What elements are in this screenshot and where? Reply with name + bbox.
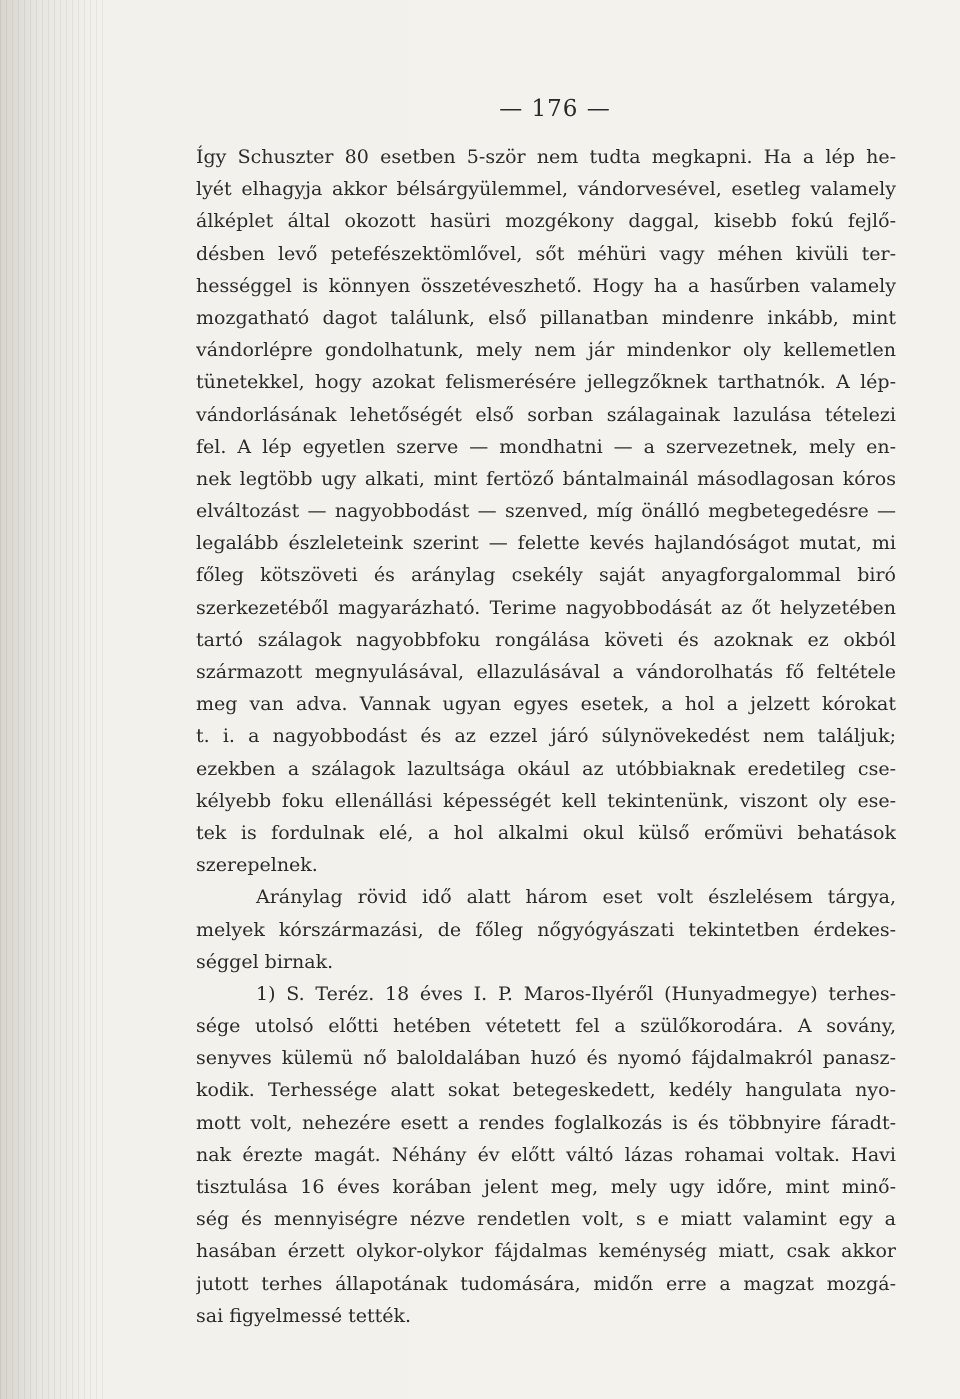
text-line: Így Schuszter 80 esetben 5-ször nem tudta megkapni. Ha a lép he-	[196, 146, 896, 168]
text-line: hasában érzett olykor-olykor fájdalmas keménység miatt, csak akkor	[196, 1240, 896, 1263]
text-line: kodik. Terhessége alatt sokat betegeskedett, kedély hangulata nyo-	[196, 1079, 896, 1102]
text-line: ezekben a szálagok lazultsága okául az utóbbiaknak eredetileg cse-	[196, 757, 896, 780]
text-line: Aránylag rövid idő alatt három eset volt észlelésem tárgya,	[256, 886, 896, 909]
body-text	[196, 141, 896, 1332]
text-line: származott megnyulásával, ellazulásával a vándorolhatás fő feltétele	[196, 661, 896, 683]
text-line: jutott terhes állapotának tudomására, midőn erre a magzat mozgá-	[196, 1272, 896, 1295]
text-line: mott volt, nehezére esett a rendes foglalkozás is és többnyire fáradt-	[196, 1111, 896, 1134]
text-line: melyek kórszármazási, de főleg nőgyógyászati tekintetben érdekes-	[196, 918, 896, 941]
page-number: — 176 —	[499, 96, 611, 122]
text-line: désben levő petefészektömlővel, sőt méhüri vagy méhen kivüli ter-	[196, 242, 896, 265]
text-line: lyét elhagyja akkor bélsárgyülemmel, vándorvesével, esetleg valamely	[196, 178, 896, 201]
text-line: senyves külemü nő baloldalában huzó és nyomó fájdalmakról panasz-	[196, 1047, 896, 1070]
text-line: tartó szálagok nagyobbfoku rongálása követi és azoknak ez okból	[196, 628, 896, 651]
text-line: ség és mennyiségre nézve rendetlen volt, s e miatt valamint egy a	[196, 1208, 896, 1231]
text-line: tisztulása 16 éves korában jelent meg, mely ugy időre, mint minő-	[196, 1176, 896, 1198]
text-line: t. i. a nagyobbodást és az ezzel járó súlynövekedést nem találjuk;	[196, 725, 896, 748]
book-binding-edge	[0, 0, 105, 1399]
text-line: nak érezte magát. Néhány év előtt váltó lázas rohamai voltak. Havi	[196, 1143, 896, 1166]
text-line: sai figyelmessé tették.	[196, 1304, 412, 1327]
text-line: fel. A lép egyetlen szerve — mondhatni — a szervezetnek, mely en-	[196, 435, 896, 458]
text-line: mozgatható dagot találunk, első pillanatban mindenre inkább, mint	[196, 306, 896, 329]
text-line: tünetekkel, hogy azokat felismerésére jellegzőknek tarthatnók. A lép-	[196, 371, 896, 394]
text-line: legalább észleleteink szerint — felette kevés hajlandóságot mutat, mi	[196, 532, 896, 555]
text-line: nek legtöbb ugy alkati, mint fertöző bántalmainál másodlagosan kóros	[196, 467, 896, 490]
text-line: szerepelnek.	[196, 854, 318, 877]
text-line: főleg kötszöveti és aránylag csekély saját anyagforgalommal biró	[196, 564, 896, 587]
text-line: álképlet által okozott hasüri mozgékony daggal, kisebb fokú fejlő-	[196, 210, 896, 233]
text-line: 1) S. Teréz. 18 éves I. P. Maros-Ilyéről (Hunyadmegye) terhes-	[256, 982, 896, 1005]
text-line: vándorlásának lehetőségét első sorban szálagainak lazulása tételezi	[196, 403, 896, 426]
text-line: szerkezetéből magyarázható. Terime nagyobbodását az őt helyzetében	[196, 596, 896, 619]
text-line: elváltozást — nagyobbodást — szenved, míg önálló megbetegedésre —	[196, 500, 896, 523]
text-line: tek is fordulnak elé, a hol alkalmi okul külső erőmüvi behatások	[196, 821, 896, 844]
text-line: meg van adva. Vannak ugyan egyes esetek, a hol a jelzett kórokat	[196, 693, 896, 716]
text-line: hességgel is könnyen összetéveszhető. Hogy ha a hasűrben valamely	[196, 274, 896, 297]
text-line: vándorlépre gondolhatunk, mely nem jár mindenkor oly kellemetlen	[196, 339, 896, 362]
text-line: sége utolsó előtti hetében vétetett fel a szülőkorodára. A sovány,	[196, 1015, 896, 1038]
text-line: kélyebb foku ellenállási képességét kell tekintenünk, viszont oly ese-	[196, 789, 896, 812]
text-line: séggel birnak.	[196, 950, 334, 973]
